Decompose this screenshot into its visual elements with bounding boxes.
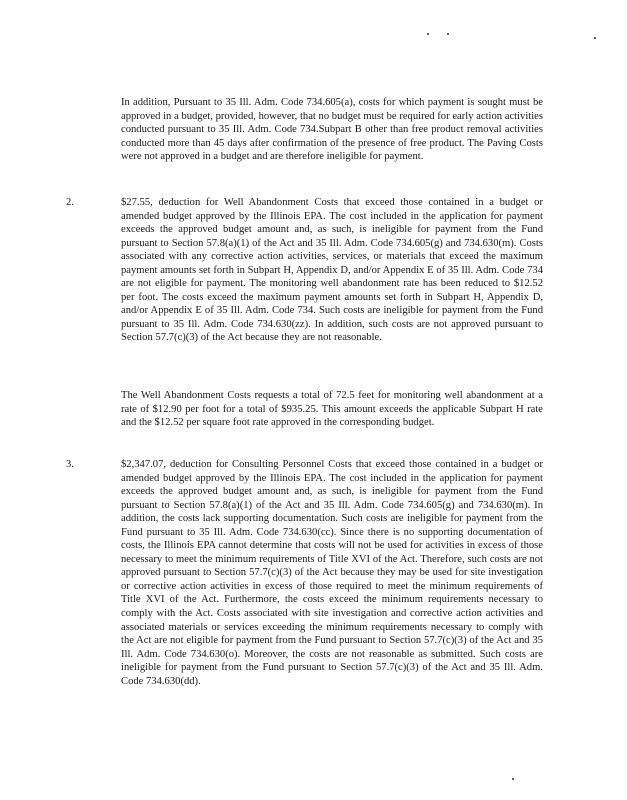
intro-paragraph: In addition, Pursuant to 35 Ill. Adm. Code 734.605(a), costs for which payment is sought must be approved in a budget, provided, however, that no budget must be required for early action activities conducted pursuant to 35 Ill. Adm. Code 734.Subpart B other than free product removal activities conducted more than 45 days after confirmation of the presence of free product. The Paving Costs were not approved in a budget and are therefore ineligible for payment.	[121, 97, 543, 163]
item-number: 3.	[66, 459, 74, 470]
scan-speck	[512, 778, 514, 780]
scan-speck	[594, 37, 596, 39]
item-paragraph: The Well Abandonment Costs requests a total of 72.5 feet for monitoring well abandonment at a rate of $12.90 per foot for a total of $935.25. This amount exceeds the applicable Subpart H rate and the $12.52 per square foot rate approved in the corresponding budget.	[121, 390, 543, 429]
item-paragraph: $2,347.07, deduction for Consulting Personnel Costs that exceed those contained in a budget or amended budget approved by the Illinois EPA. The cost included in the application for payment exceeds the approved budget amount and, as such, is ineligible for payment from the Fund pursuant to Section 57.8(a)(1) of the Act and 35 Ill. Adm. Code 734.605(g) and 734.630(m). In addition, the costs lack supporting documentation. Such costs are ineligible for payment from the Fund pursuant to 35 Ill. Adm. Code 734.630(cc). Since there is no supporting documentation of costs, the Illinois EPA cannot determine that costs will not be used for activities in excess of those necessary to meet the minimum requirements of Title XVI of the Act. Therefore, such costs are not approved pursuant to Section 57.7(c)(3) of the Act because they may be used for site investigation or corrective action activities in excess of those required to meet the minimum requirements of Title XVI of the Act. Furthermore, the costs exceed the minimum requirements necessary to comply with the Act. Costs associated with site investigation and corrective action activities and associated materials or services exceeding the minimum requirements necessary to comply with the Act are not eligible for payment from the Fund pursuant to Section 57.7(c)(3) of the Act and 35 Ill. Adm. Code 734.630(o). Moreover, the costs are not reasonable as submitted. Such costs are ineligible for payment from the Fund pursuant to Section 57.7(c)(3) of the Act and 35 Ill. Adm. Code 734.630(dd).	[121, 459, 543, 687]
scan-speck	[447, 33, 449, 35]
item-number: 2.	[66, 197, 74, 208]
item-paragraph: $27.55, deduction for Well Abandonment Costs that exceed those contained in a budget or amended budget approved by the Illinois EPA. The cost included in the application for payment exceeds the approved budget amount and, as such, is ineligible for payment from the Fund pursuant to Section 57.8(a)(1) of the Act and 35 Ill. Adm. Code 734.605(g) and 734.630(m). Costs associated with any corrective action activities, services, or materials that exceed the maximum payment amounts set forth in Subpart H, Appendix D, and/or Appendix E of 35 Ill. Adm. Code 734 are not eligible for payment. The monitoring well abandonment rate has been reduced to $12.52 per foot. The costs exceed the maximum payment amounts set forth in Subpart H, Appendix D, and/or Appendix E of 35 Ill. Adm. Code 734. Such costs are ineligible for payment from the Fund pursuant to 35 Ill. Adm. Code 734.630(zz). In addition, such costs are not approved pursuant to Section 57.7(c)(3) of the Act because they are not reasonable.	[121, 197, 543, 344]
scan-speck	[427, 33, 429, 35]
